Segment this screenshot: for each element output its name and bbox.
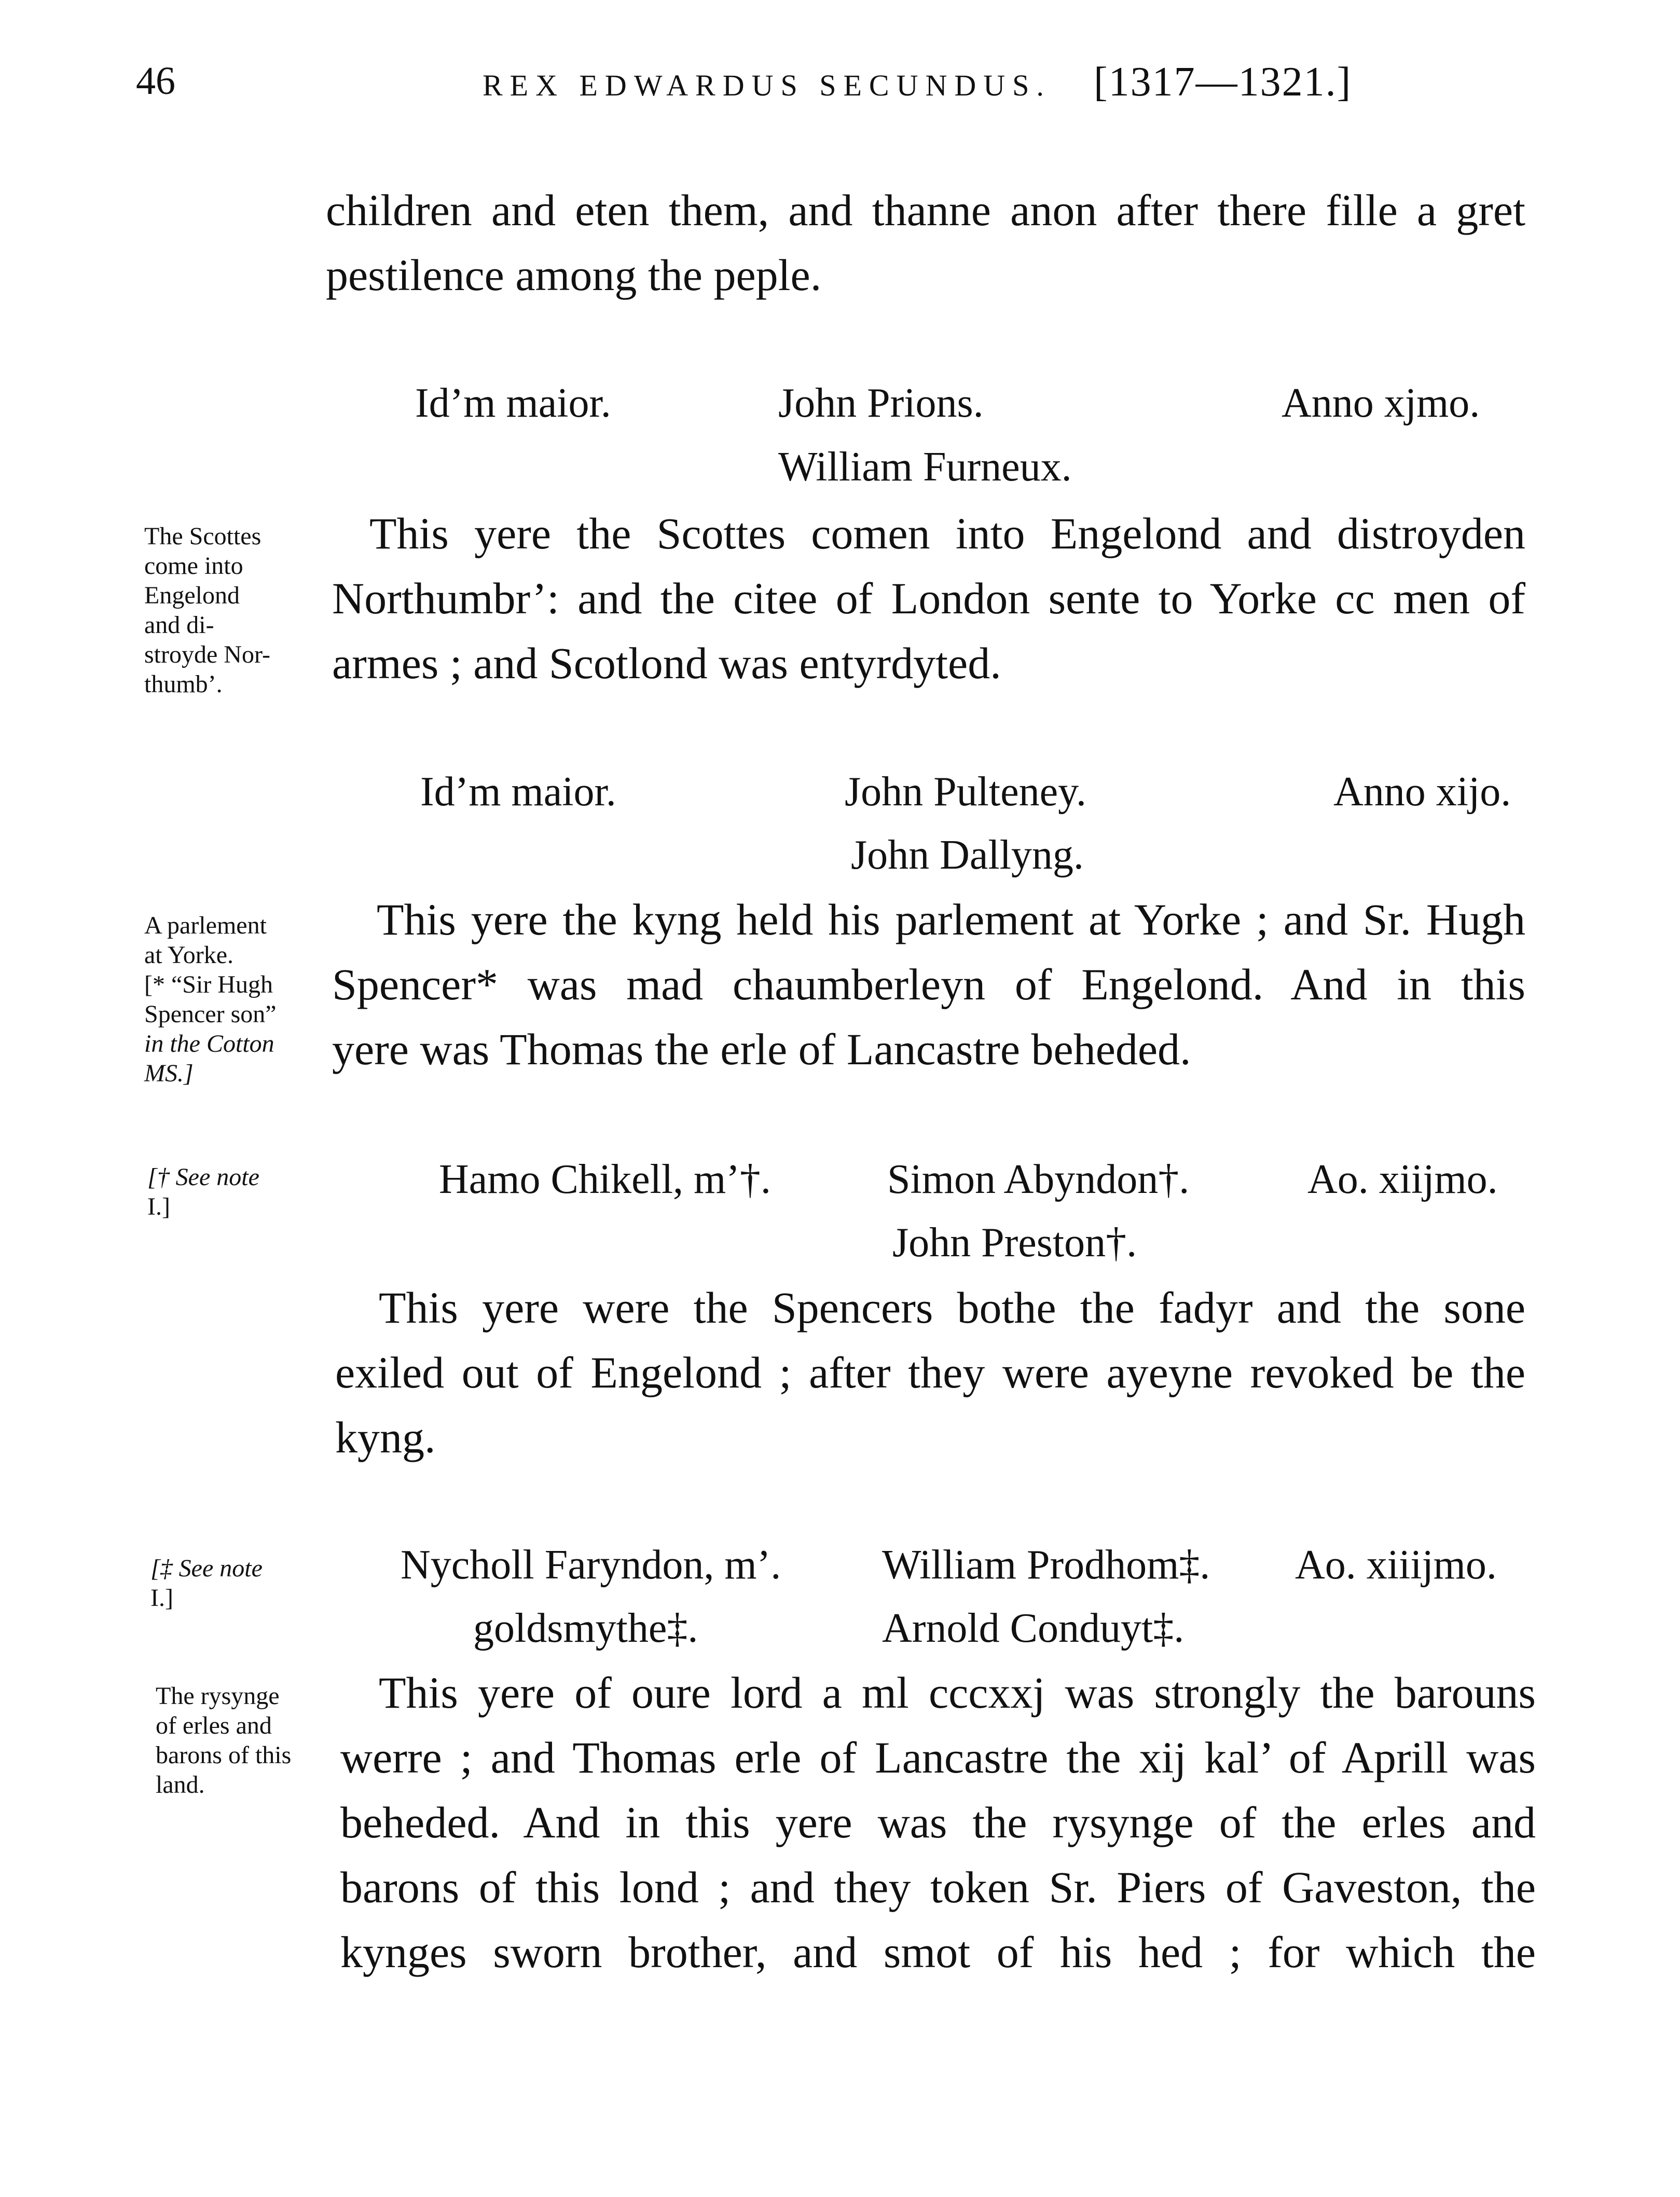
text-line: yere was Thomas the erle of Lancastre beheded. xyxy=(332,1024,1191,1074)
sheriff-entry: John Dallyng. xyxy=(851,832,1084,878)
text-line: werre ; and Thomas erle of Lancastre the xij kal’ of Aprill was xyxy=(340,1733,1536,1782)
margin-note xyxy=(144,911,277,1088)
sheriff-entry: William Furneux. xyxy=(778,444,1072,490)
page-number: 46 xyxy=(136,59,175,103)
margin-note-line: at Yorke. xyxy=(144,941,234,969)
mayor-entry: Id’m maior. xyxy=(420,769,616,815)
margin-note-line: barons of this xyxy=(156,1741,292,1769)
margin-note-line: [† See note xyxy=(147,1163,259,1191)
margin-note-line: The Scottes xyxy=(144,523,261,550)
text-line: This yere the kyng held his parlement at Yorke ; and Sr. Hugh xyxy=(377,895,1525,944)
text-line: This yere of oure lord a ml cccxxj was strongly the barouns xyxy=(379,1668,1536,1718)
running-years: [1317—1321.] xyxy=(1094,59,1352,105)
margin-note xyxy=(156,1681,291,1800)
year-11-paragraph xyxy=(332,501,1525,696)
sheriff-entry: Simon Abyndon†. xyxy=(887,1157,1190,1202)
sheriff-entry: John Preston†. xyxy=(892,1220,1137,1266)
text-line: kyng. xyxy=(335,1412,436,1462)
margin-note-line: and di- xyxy=(144,611,214,639)
text-line: barons of this lond ; and they token Sr. Piers of Gaveston, the xyxy=(340,1862,1536,1912)
margin-note-line: of erles and xyxy=(156,1712,272,1739)
sheriff-entry: Arnold Conduyt‡. xyxy=(882,1605,1185,1651)
text-line: armes ; and Scotlond was entyrdyted. xyxy=(332,638,1001,688)
see-note xyxy=(147,1162,259,1221)
text-line: This yere the Scottes comen into Engelond and distroyden xyxy=(369,509,1525,558)
running-title: REX EDWARDUS SECUNDUS. xyxy=(483,68,1051,102)
text-line: Northumbr’: and the citee of London sente to Yorke cc men of xyxy=(332,573,1525,623)
text-line: kynges sworn brother, and smot of his hed ; for which the xyxy=(340,1927,1536,1977)
margin-note-line: come into xyxy=(144,552,243,580)
margin-note-line: in the Cotton xyxy=(144,1030,274,1058)
text-line: pestilence among the peple. xyxy=(326,250,822,300)
anno-entry: Anno xjmo. xyxy=(1282,380,1480,426)
sheriff-entry: John Prions. xyxy=(778,380,984,426)
anno-entry: Anno xijo. xyxy=(1333,769,1511,815)
margin-note-line: The rysynge xyxy=(156,1682,280,1710)
anno-entry: Ao. xiiijmo. xyxy=(1295,1542,1497,1588)
margin-note-line: I.] xyxy=(147,1193,170,1220)
margin-note-line: MS.] xyxy=(144,1060,194,1087)
margin-note-line: thumb’. xyxy=(144,670,223,698)
mayor-entry: Nycholl Faryndon, m’. xyxy=(401,1542,781,1588)
year-14-paragraph xyxy=(340,1660,1536,1985)
see-note xyxy=(150,1554,263,1613)
margin-note-line: land. xyxy=(156,1771,205,1798)
margin-note-line: Spencer son” xyxy=(144,1000,277,1028)
margin-note-line: [‡ See note xyxy=(150,1555,263,1582)
margin-note xyxy=(144,521,270,699)
text-line: exiled out of Engelond ; after they were ayeyne revoked be the xyxy=(335,1348,1525,1397)
margin-note-line: Engelond xyxy=(144,582,240,609)
year-12-paragraph xyxy=(332,887,1525,1082)
intro-paragraph xyxy=(326,178,1525,308)
sheriff-entry: William Prodhom‡. xyxy=(882,1542,1210,1588)
text-line: children and eten them, and thanne anon after there fille a gret xyxy=(326,185,1525,235)
margin-note-line: I.] xyxy=(150,1584,173,1612)
margin-note-line: [* “Sir Hugh xyxy=(144,971,273,998)
sheriff-entry: John Pulteney. xyxy=(845,769,1086,815)
text-line: beheded. And in this yere was the rysynge of the erles and xyxy=(340,1797,1536,1847)
margin-note-line: stroyde Nor- xyxy=(144,641,270,668)
mayor-entry: Id’m maior. xyxy=(415,380,611,426)
text-line: This yere were the Spencers bothe the fadyr and the sone xyxy=(379,1283,1525,1333)
year-13-paragraph xyxy=(335,1275,1525,1470)
mayor-entry: Hamo Chikell, m’†. xyxy=(439,1157,771,1202)
text-line: Spencer* was mad chaumberleyn of Engelond. And in this xyxy=(332,959,1525,1009)
anno-entry: Ao. xiijmo. xyxy=(1307,1157,1498,1202)
margin-note-line: A parlement xyxy=(144,912,267,939)
mayor-entry: goldsmythe‡. xyxy=(473,1605,698,1651)
